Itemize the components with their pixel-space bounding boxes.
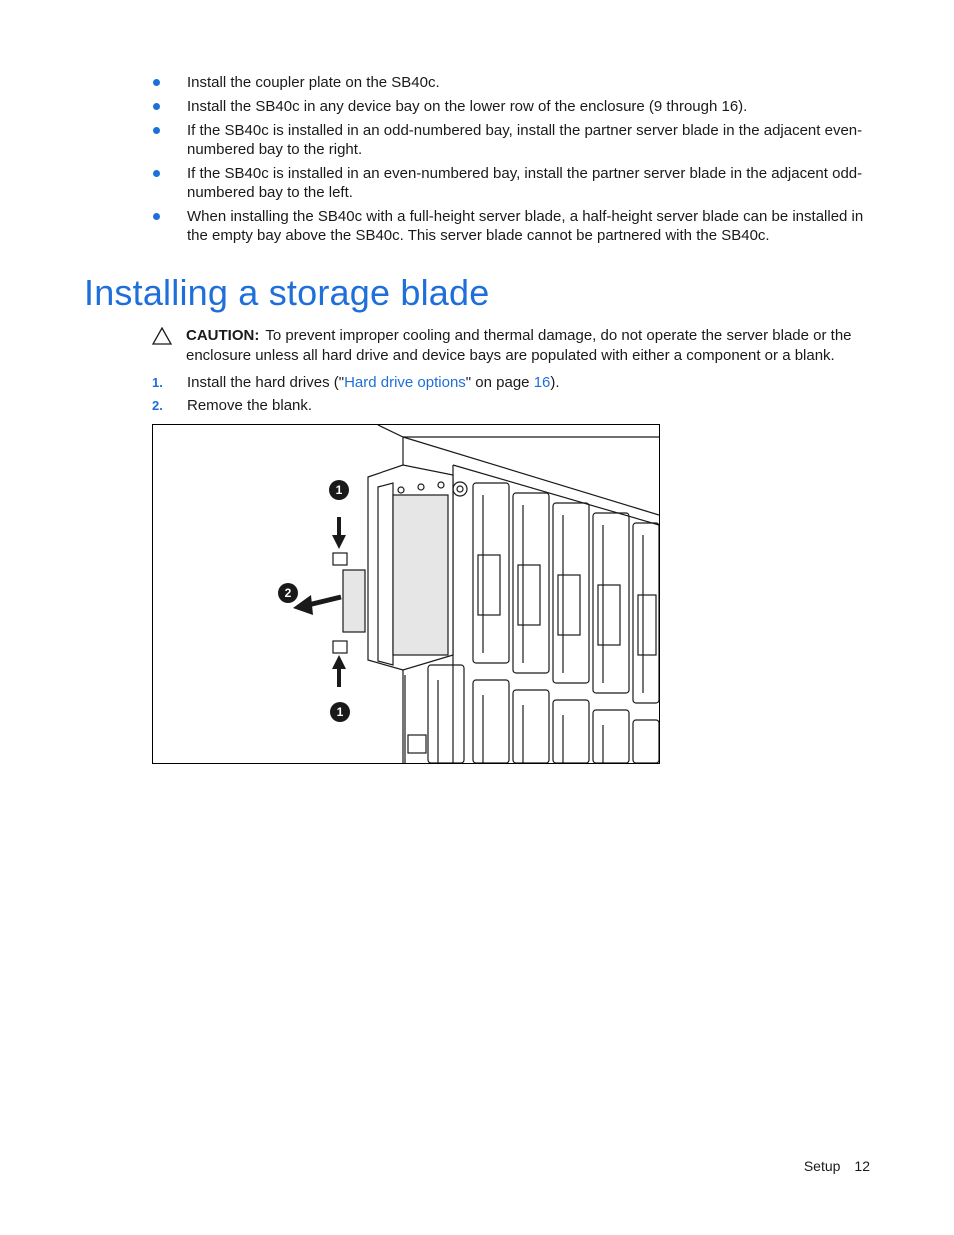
- storage-blade-illustration: [152, 424, 660, 764]
- step-text: Install the hard drives (": [187, 374, 345, 391]
- step-text: ).: [550, 374, 560, 391]
- callout-2: [278, 583, 298, 603]
- bullet-dot-icon: [153, 103, 160, 110]
- step-text: " on page: [465, 374, 534, 391]
- bullet-item: [152, 97, 872, 116]
- callout-label: 2: [284, 586, 292, 600]
- step-number: 1.: [152, 375, 163, 390]
- caution-text: To prevent improper cooling and thermal damage, do not operate the server blade or the enclosure unless all hard drive and device bays are populated with either a component or a blank.: [186, 327, 852, 364]
- bullet-item: [152, 164, 872, 202]
- bullet-item: [152, 207, 872, 245]
- bullet-text: Install the coupler plate on the SB40c.: [187, 74, 440, 91]
- bullet-text: When installing the SB40c with a full-height server blade, a half-height server blade can be installed in the empty bay above the SB40c. This server blade cannot be partnered with the SB40c.: [187, 208, 864, 244]
- caution-text-block: [152, 326, 872, 366]
- step-list: [152, 373, 872, 419]
- page-footer: [790, 1158, 870, 1174]
- callout-1-top: [329, 480, 349, 500]
- bullet-list: [152, 73, 872, 250]
- callout-label: 1: [336, 705, 344, 719]
- caution-note: [152, 326, 872, 366]
- caution-label: CAUTION:: [186, 327, 260, 344]
- footer-section: Setup: [803, 1158, 841, 1174]
- bullet-text: If the SB40c is installed in an odd-numbered bay, install the partner server blade in the adjacent even-numbered bay to the right.: [187, 122, 863, 158]
- footer-page-number: 12: [854, 1158, 870, 1174]
- step-text: Remove the blank.: [187, 397, 313, 414]
- bullet-text: Install the SB40c in any device bay on the lower row of the enclosure (9 through 16).: [187, 98, 748, 115]
- caution-triangle-icon: [152, 327, 172, 345]
- bullet-text: If the SB40c is installed in an even-numbered bay, install the partner server blade in the adjacent odd-numbered bay to the left.: [187, 165, 863, 201]
- step-item: [152, 396, 872, 415]
- page-16-link[interactable]: 16: [533, 374, 551, 391]
- enclosure-drawing: [153, 425, 659, 763]
- callout-1-bottom: [330, 702, 350, 722]
- callout-label: 1: [335, 483, 343, 497]
- bullet-dot-icon: [153, 170, 160, 177]
- bullet-item: [152, 121, 872, 159]
- bullet-dot-icon: [153, 127, 160, 134]
- hard-drive-options-link[interactable]: Hard drive options: [344, 374, 466, 391]
- bullet-dot-icon: [153, 213, 160, 220]
- bullet-dot-icon: [153, 79, 160, 86]
- step-item: [152, 373, 872, 392]
- step-number: 2.: [152, 398, 163, 413]
- bullet-item: [152, 73, 872, 92]
- section-title: Installing a storage blade: [84, 272, 490, 313]
